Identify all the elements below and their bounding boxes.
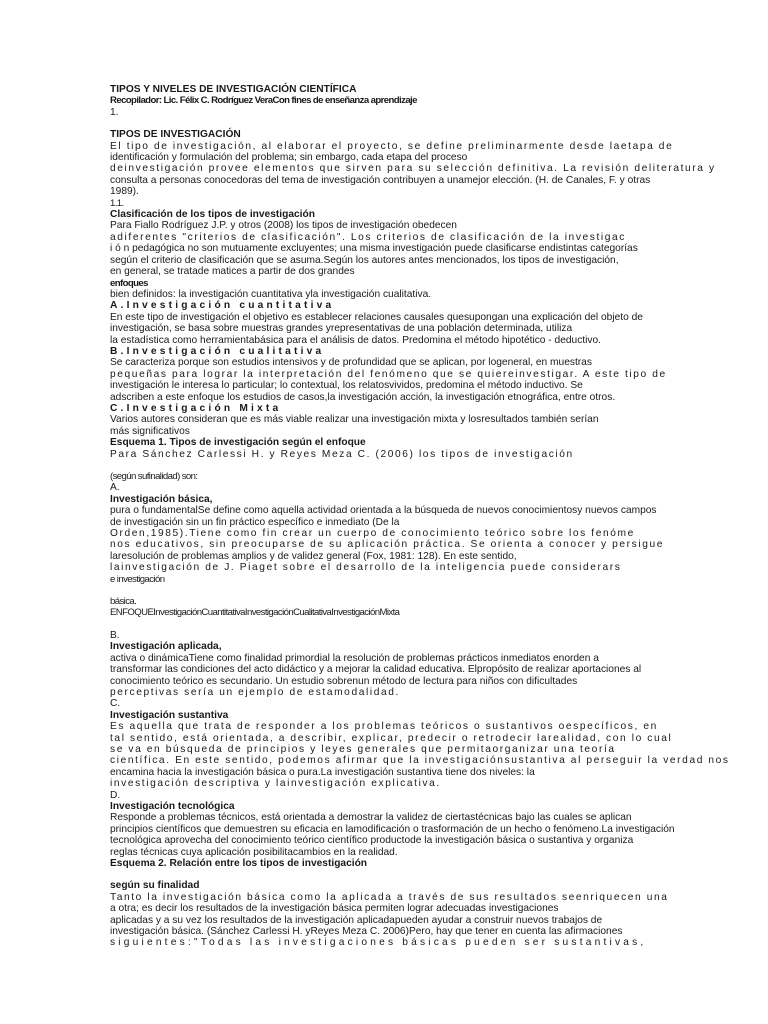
text-line: bien definidos: la investigación cuantitativa yla investigación cualitativa. <box>110 288 432 300</box>
text-line: activa o dinámicaTiene como finalidad primordial la resolución de problemas prácticos inmediatos enorden a <box>110 652 599 664</box>
text-line: aplicadas y a su vez los resultados de la investigación aplicadapueden ayudar a construir nuevos trabajos de <box>110 914 603 926</box>
text-line: 1989). <box>110 186 139 198</box>
text-line: TIPOS DE INVESTIGACIÓN <box>110 129 241 141</box>
text-line: Para Sánchez Carlessi H. y Reyes Meza C. (2006) los tipos de investigación <box>110 448 574 460</box>
text-line: Investigación aplicada, <box>110 641 222 653</box>
text-line: En este tipo de investigación el objetivo es establecer relaciones causales quesupongan una explicación del objeto de <box>110 311 643 323</box>
text-line: Esquema 2. Relación entre los tipos de investigación <box>110 858 368 869</box>
text-line: TIPOS Y NIVELES DE INVESTIGACIÓN CIENTÍFICA <box>110 84 357 95</box>
text-line: i ó n pedagógica no son mutuamente excluyentes; una misma investigación puede clasificarse endistintas categorías <box>110 243 638 255</box>
text-line: Responde a problemas técnicos, está orientada a demostrar la validez de ciertastécnicas bajo las cuales se aplican <box>110 812 632 824</box>
text-line: principios científicos que demuestren su eficacia en lamodificación o trasformación de un hecho o fenómeno.La investigación <box>110 823 675 835</box>
text-line: perceptivas sería un ejemplo de estamodalidad. <box>110 686 400 698</box>
text-line: de investigación sin un fin práctico específico e inmediato (De la <box>110 516 400 528</box>
text-line: investigación básica. (Sánchez Carlessi H. yReyes Meza C. 2006)Pero, hay que tener en cuenta las afirmaciones <box>110 926 623 938</box>
text-line: investigación descriptiva y lainvestigación explicativa. <box>110 778 441 790</box>
text-line: tecnológica aprovecha del conocimiento teórico científico productode la investigación básica o sustantiva y organiza <box>110 835 634 847</box>
text-line: A.Investigación cuantitativa <box>110 300 335 312</box>
text-line: según su finalidad <box>110 880 200 892</box>
text-line: deinvestigación provee elementos que sirven para su selección definitiva. La revisión deliteratura y <box>110 163 716 175</box>
text-line: A. <box>110 482 120 494</box>
text-line: (según sufinalidad) son: <box>110 471 198 482</box>
text-line: lainvestigación de J. Piaget sobre el desarrollo de la inteligencia puede considerars <box>110 562 622 574</box>
text-line: Tanto la investigación básica como la aplicada a través de sus resultados seenriquecen una <box>110 891 669 903</box>
line-gap <box>110 585 658 596</box>
text-line: Clasificación de los tipos de investigación <box>110 209 315 221</box>
text-line: Orden,1985).Tiene como fin crear un cuerpo de conocimiento teórico sobre los fenóme <box>110 528 635 540</box>
text-line: más significativos <box>110 425 190 437</box>
text-line: investigación, se basa sobre muestras grandes yrepresentativas de una población determinada, utiliza <box>110 323 573 335</box>
text-line: adiferentes "criterios de clasificación". Los criterios de clasificación de la investigac <box>110 231 626 243</box>
text-line: adscriben a este enfoque los estudios de casos,la investigación acción, la investigación etnográfica, entre otros. <box>110 391 616 403</box>
text-line: Esquema 1. Tipos de investigación según el enfoque <box>110 437 366 449</box>
text-line: reglas técnicas cuya aplicación posibilitacambios en la realidad. <box>110 846 398 858</box>
text-line: e investigación <box>110 573 165 585</box>
text-line: Para Fiallo Rodríguez J.P. y otros (2008) los tipos de investigación obedecen <box>110 220 457 232</box>
text-line: científica. En este sentido, podemos afirmar que la investigaciónsustantiva al perseguir la verdad nos <box>110 755 730 767</box>
text-line: Varios autores consideran que es más viable realizar una investigación mixta y losresultados también serían <box>110 414 599 426</box>
text-line: 1. <box>110 106 119 118</box>
text-line: identificación y formulación del problema; sin embargo, cada etapa del proceso <box>110 152 468 164</box>
text-line: enfoques <box>110 277 148 289</box>
document-page <box>110 84 730 949</box>
line-gap <box>110 619 658 630</box>
line-gap <box>110 118 658 129</box>
text-line: C.Investigación Mixta <box>110 402 282 414</box>
text-line: B. <box>110 629 120 641</box>
text-line: tal sentido, está orientada, a describir, explicar, predecir o retrodecir larealidad, con lo cual <box>110 732 673 744</box>
text-line: a otra; es decir los resultados de la investigación básica permiten lograr adecuadas investigaciones <box>110 903 559 915</box>
text-line: ENFOQUEInvestigaciónCuantitativaInvestigaciónCualitativaInvestigaciónMixta <box>110 607 400 619</box>
text-line: Es aquella que trata de responder a los problemas teóricos o sustantivos oespecíficos, en <box>110 721 658 733</box>
text-line: conocimiento teórico es secundario. Un estudio sobrenun método de lectura para niños con dificultades <box>110 675 578 687</box>
text-line: según el criterio de clasificación que se asuma.Según los autores antes mencionados, los tipos de investigación, <box>110 254 619 266</box>
text-line: 1.1. <box>110 197 124 209</box>
text-line: B.Investigación cualitativa <box>110 345 325 357</box>
text-line: C. <box>110 698 121 710</box>
text-line: transformar las condiciones del acto didáctico y a mejorar la calidad educativa. Elpropósito de realizar aportaciones al <box>110 664 642 676</box>
text-line: investigación le interesa lo particular; lo contextual, los relatosvividos, predomina el método inductivo. Se <box>110 380 583 392</box>
text-line: básica. <box>110 596 137 608</box>
line-gap <box>110 460 658 471</box>
text-line: Se caracteriza porque son estudios intensivos y de profundidad que se aplican, por logeneral, en muestras <box>110 357 592 369</box>
text-line: Investigación básica, <box>110 493 213 505</box>
text-line: siguientes:"Todas las investigaciones básicas pueden ser sustantivas, <box>110 937 647 949</box>
text-line: nos educativos, sin preocuparse de su aplicación práctica. Se orienta a conocer y persigue <box>110 539 665 551</box>
text-line: pura o fundamentalSe define como aquella actividad orientada a la búsqueda de nuevos conocimientosy nuevos campos <box>110 505 657 517</box>
text-line: consulta a personas conocedoras del tema de investigación contribuyen a unamejor elección. (H. de Canales, F. y otras <box>110 174 651 186</box>
text-line: encamina hacia la investigación básica o pura.La investigación sustantiva tiene dos niveles: la <box>110 766 535 778</box>
text-line: pequeñas para lograr la interpretación del fenómeno que se quiereinvestigar. A este tipo de <box>110 368 667 380</box>
text-line: Recopilador: Lic. Félix C. Rodríguez VeraCon fines de enseñanza aprendizaje <box>110 95 417 107</box>
text-line: la estadística como herramientabásica para el análisis de datos. Predomina el método hipotético - deductivo. <box>110 334 601 346</box>
text-line: D. <box>110 789 121 801</box>
text-line: laresolución de problemas amplios y de validez general (Fox, 1981: 128). En este sentido, <box>110 550 517 562</box>
line-gap <box>110 869 658 880</box>
text-line: El tipo de investigación, al elaborar el proyecto, se define preliminarmente desde laetapa de <box>110 140 674 152</box>
text-line: Investigación sustantiva <box>110 709 229 721</box>
text-line: se va en búsqueda de principios y leyes generales que permitaorganizar una teoría <box>110 743 616 755</box>
text-line: Investigación tecnológica <box>110 800 235 812</box>
text-line: en general, se tratade matices a partir de dos grandes <box>110 266 355 278</box>
